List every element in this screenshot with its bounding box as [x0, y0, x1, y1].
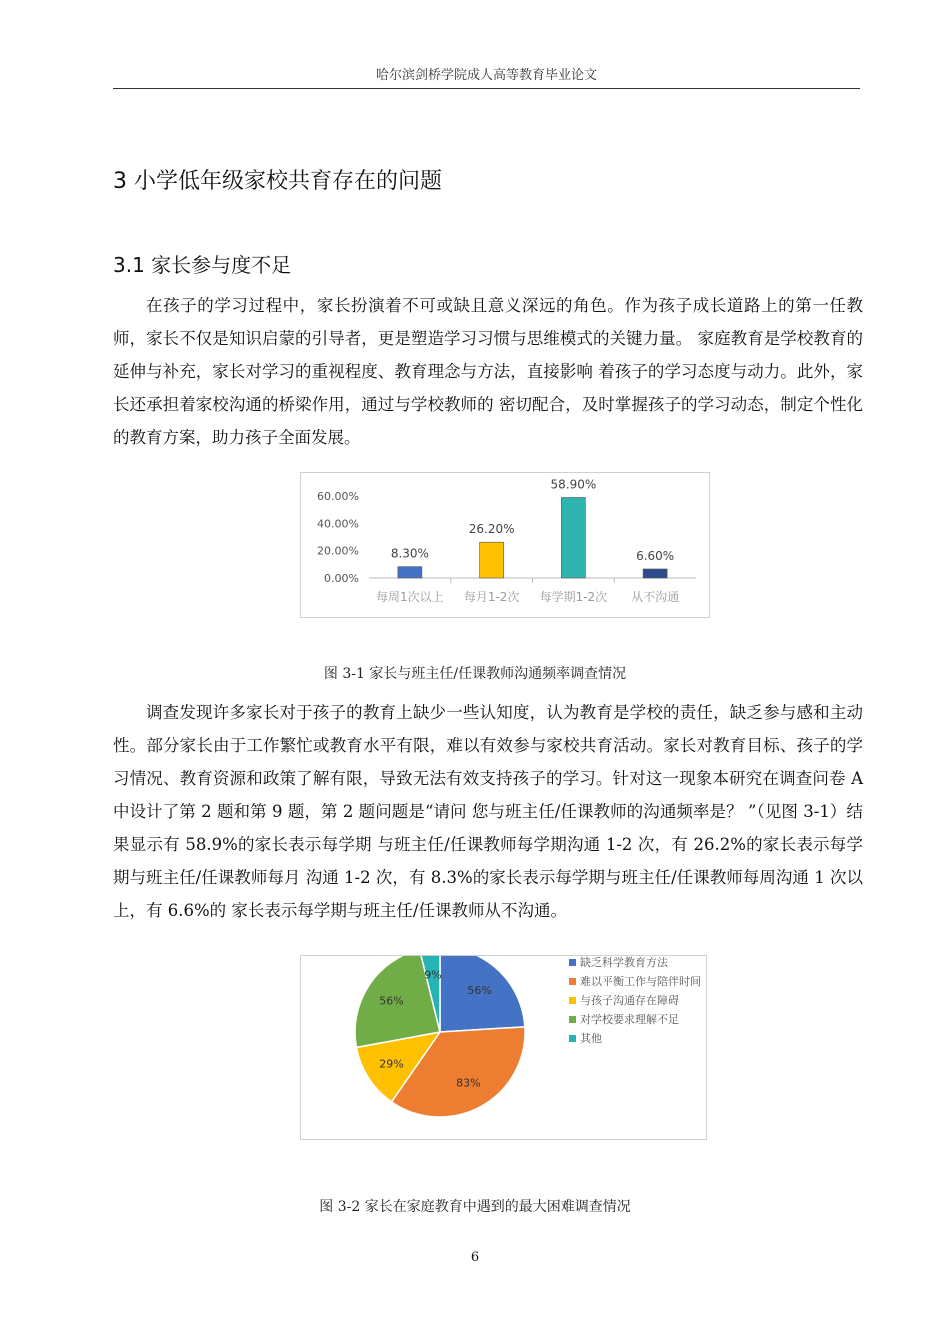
- legend-item: [569, 994, 704, 1007]
- running-header: 哈尔滨剑桥学院成人高等教育毕业论文: [375, 68, 597, 83]
- legend-swatch: [569, 959, 576, 966]
- figure-2-caption: 图 3-2 家长在家庭教育中遇到的最大困难调查情况: [319, 1199, 631, 1215]
- y-tick-label: 60.00%: [317, 490, 359, 503]
- legend-label: 对学校要求理解不足: [580, 1013, 679, 1026]
- legend-swatch: [569, 1035, 576, 1042]
- x-tick-label: 每学期1-2次: [539, 590, 608, 604]
- y-tick-label: 40.00%: [317, 517, 359, 531]
- page-number: 6: [470, 1250, 480, 1265]
- pie-chart: [301, 956, 561, 1139]
- bar: [480, 542, 504, 578]
- legend-item: [569, 956, 704, 969]
- y-tick-label: 20.00%: [317, 544, 359, 558]
- x-tick-label: 每月1-2次: [463, 590, 520, 604]
- bar-data-label: 8.30%: [390, 546, 429, 561]
- legend-item: [569, 1013, 704, 1026]
- bar-data-label: 6.60%: [636, 548, 675, 563]
- y-tick-label: 0.00%: [324, 572, 359, 585]
- body-paragraph-1: 在孩子的学习过程中，家长扮演着不可或缺且意义深远的角色。作为孩子成长道路上的第一任教师，家长不仅是知识启蒙的引导者，更是塑造学习习惯与思维模式的关键力量。 家庭教育是学校教育的延伸与补充，家长对学习的重视程度、教育理念与方法，直接影响 着孩子的学习态度与动力。此外，家长还承担着家校沟通的桥梁作用，通过与学校教师的 密切配合，及时掌握孩子的学习动态，制定个性化的教育方案，助力孩子全面发展。: [113, 296, 863, 447]
- pie-data-label: 29%: [379, 1057, 404, 1071]
- subsection-title: 3.1 家长参与度不足: [113, 253, 292, 277]
- legend-swatch: [569, 997, 576, 1004]
- figure-1-caption: 图 3-1 家长与班主任/任课教师沟通频率调查情况: [323, 666, 627, 682]
- legend-swatch: [569, 978, 576, 985]
- bar-data-label: 26.20%: [468, 522, 515, 537]
- bar: [398, 567, 422, 578]
- header-rule: [113, 88, 860, 89]
- pie-data-label: 83%: [456, 1076, 481, 1090]
- legend-item: [569, 975, 704, 988]
- pie-chart-figure: [300, 955, 707, 1140]
- bar-chart: [301, 473, 709, 617]
- legend-label: 与孩子沟通存在障碍: [580, 994, 679, 1007]
- pie-legend: [569, 956, 704, 1051]
- legend-label: 难以平衡工作与陪伴时间: [580, 975, 701, 988]
- legend-item: [569, 1032, 704, 1045]
- legend-label: 缺乏科学教育方法: [580, 956, 668, 969]
- body-paragraph-2: 调查发现许多家长对于孩子的教育上缺少一些认知度，认为教育是学校的责任，缺乏参与感和主动性。部分家长由于工作繁忙或教育水平有限，难以有效参与家校共育活动。家长对教育目标、孩子的学习情况、教育资源和政策了解有限，导致无法有效支持孩子的学习。针对这一现象本研究在调查问卷 A 中设计了第 2 题和第 9 题，第 2 题问题是“请问 您与班主任/任课教师的沟通频率是？ ”（见图 3-1）结果显示有 58.9%的家长表示每学期 与班主任/任课教师每学期沟通 1-2 次，有 26.2%的家长表示每学期与班主任/任课教师每月 沟通 1-2 次，有 8.3%的家长表示每学期与班主任/任课教师每周沟通 1 次以上，有 6.6%的 家长表示每学期与班主任/任课教师从不沟通。: [113, 703, 863, 920]
- bar: [561, 498, 585, 578]
- x-tick-label: 从不沟通: [631, 590, 680, 604]
- pie-data-label: 56%: [379, 994, 404, 1008]
- pie-data-label: 56%: [467, 983, 492, 997]
- legend-swatch: [569, 1016, 576, 1023]
- bar-chart-figure: [300, 472, 710, 618]
- bar-data-label: 58.90%: [550, 477, 597, 492]
- pie-data-label: 9%: [424, 968, 442, 982]
- x-tick-label: 每周1次以上: [376, 590, 444, 604]
- legend-label: 其他: [580, 1032, 602, 1045]
- bar: [643, 569, 667, 578]
- section-title: 3 小学低年级家校共育存在的问题: [113, 169, 442, 194]
